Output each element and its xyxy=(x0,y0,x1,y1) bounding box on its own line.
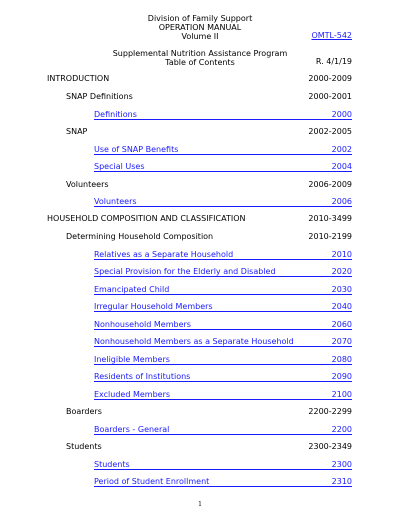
toc-link-ineligible[interactable]: Ineligible Members xyxy=(94,355,170,364)
toc-link-use-of-snap-benefits-page[interactable]: 2002 xyxy=(331,145,352,154)
toc-determining-range: 2010-2199 xyxy=(308,232,352,241)
link-underline xyxy=(94,434,352,435)
toc-link-boarders-general[interactable]: Boarders - General xyxy=(94,425,170,434)
link-underline xyxy=(94,346,352,347)
toc-link-irregular-page[interactable]: 2040 xyxy=(331,302,352,311)
toc-link-special-uses-page[interactable]: 2004 xyxy=(331,162,352,171)
toc-link-students-page[interactable]: 2300 xyxy=(331,460,352,469)
link-underline xyxy=(94,364,352,365)
toc-link-nonhousehold-separate[interactable]: Nonhousehold Members as a Separate Household xyxy=(94,337,294,346)
toc-household-range: 2010-3499 xyxy=(308,214,352,223)
link-underline xyxy=(94,294,352,295)
toc-link-excluded-page[interactable]: 2100 xyxy=(331,390,352,399)
toc-link-period-enrollment[interactable]: Period of Student Enrollment xyxy=(94,477,210,486)
toc-link-excluded[interactable]: Excluded Members xyxy=(94,390,171,399)
header-revision: R. 4/1/19 xyxy=(315,57,352,66)
toc-link-definitions-page[interactable]: 2000 xyxy=(331,110,352,119)
toc-introduction-range: 2000-2009 xyxy=(308,74,352,83)
link-underline xyxy=(94,119,352,120)
toc-link-nonhousehold-page[interactable]: 2060 xyxy=(331,320,352,329)
link-underline xyxy=(94,486,352,487)
link-underline xyxy=(94,259,352,260)
toc-introduction: INTRODUCTION xyxy=(47,74,110,83)
header-division: Division of Family Support xyxy=(147,14,253,23)
toc-link-nonhousehold-separate-page[interactable]: 2070 xyxy=(331,337,352,346)
toc-link-irregular[interactable]: Irregular Household Members xyxy=(94,302,213,311)
toc-link-residents[interactable]: Residents of Institutions xyxy=(94,372,191,381)
header-program: Supplemental Nutrition Assistance Program xyxy=(112,49,288,58)
toc-link-emancipated-page[interactable]: 2030 xyxy=(331,285,352,294)
link-underline xyxy=(94,206,352,207)
toc-household: HOUSEHOLD COMPOSITION AND CLASSIFICATION xyxy=(47,214,246,223)
toc-link-volunteers[interactable]: Volunteers xyxy=(94,197,137,206)
toc-link-period-enrollment-page[interactable]: 2310 xyxy=(331,477,352,486)
toc-snap-definitions-range: 2000-2001 xyxy=(308,92,352,101)
toc-link-nonhousehold[interactable]: Nonhousehold Members xyxy=(94,320,191,329)
toc-link-use-of-snap-benefits[interactable]: Use of SNAP Benefits xyxy=(94,145,179,154)
omtl-link[interactable]: OMTL-542 xyxy=(311,31,352,40)
page-number: 1 xyxy=(198,501,202,508)
toc-link-ineligible-page[interactable]: 2080 xyxy=(331,355,352,364)
toc-boarders-section-range: 2200-2299 xyxy=(308,407,352,416)
link-underline xyxy=(94,469,352,470)
toc-snap-range: 2002-2005 xyxy=(308,127,352,136)
link-underline xyxy=(94,399,352,400)
toc-volunteers-section-range: 2006-2009 xyxy=(308,180,352,189)
toc-link-relatives[interactable]: Relatives as a Separate Household xyxy=(94,250,234,259)
link-underline xyxy=(94,171,352,172)
header-toc-title: Table of Contents xyxy=(165,58,235,67)
header-manual: OPERATION MANUAL xyxy=(158,23,242,32)
toc-volunteers-section: Volunteers xyxy=(66,180,109,189)
toc-link-students[interactable]: Students xyxy=(94,460,130,469)
toc-link-residents-page[interactable]: 2090 xyxy=(331,372,352,381)
link-underline xyxy=(94,154,352,155)
header-volume: Volume II xyxy=(181,32,219,41)
toc-boarders-section: Boarders xyxy=(66,407,102,416)
toc-link-elderly-page[interactable]: 2020 xyxy=(331,267,352,276)
toc-link-volunteers-page[interactable]: 2006 xyxy=(331,197,352,206)
toc-link-relatives-page[interactable]: 2010 xyxy=(331,250,352,259)
toc-snap-definitions: SNAP Definitions xyxy=(66,92,133,101)
link-underline xyxy=(94,311,352,312)
toc-students-section-range: 2300-2349 xyxy=(308,442,352,451)
toc-students-section: Students xyxy=(66,442,102,451)
toc-link-emancipated[interactable]: Emancipated Child xyxy=(94,285,170,294)
toc-link-special-uses[interactable]: Special Uses xyxy=(94,162,145,171)
link-underline xyxy=(94,276,352,277)
link-underline xyxy=(94,381,352,382)
link-underline xyxy=(94,329,352,330)
toc-snap: SNAP xyxy=(66,127,88,136)
toc-link-elderly[interactable]: Special Provision for the Elderly and Disabled xyxy=(94,267,276,276)
toc-link-boarders-general-page[interactable]: 2200 xyxy=(331,425,352,434)
toc-determining: Determining Household Composition xyxy=(66,232,214,241)
toc-link-definitions[interactable]: Definitions xyxy=(94,110,137,119)
